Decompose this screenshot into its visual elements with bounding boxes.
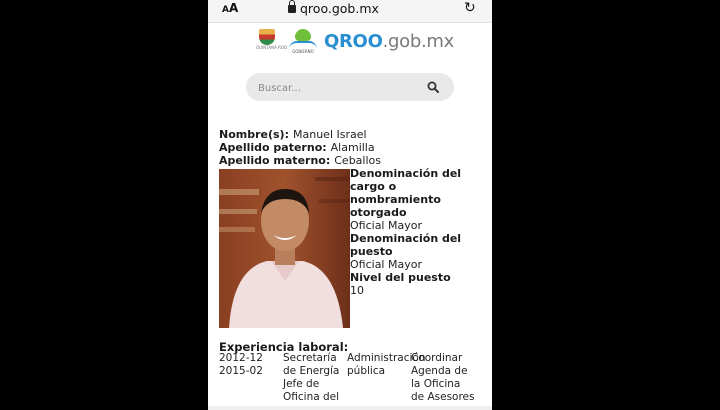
reload-icon[interactable]: ↻ [464,0,476,16]
site-header [208,28,492,58]
role-line-1: Coordinar [411,352,463,364]
nombre-label: Nombre(s): [219,128,289,141]
role-line-4: de Asesores [411,391,475,403]
profile-photo-image [219,169,350,328]
address-field[interactable] [288,1,379,16]
paterno-value: Alamilla [330,141,375,154]
state-seal-logo[interactable] [256,29,288,53]
experience-institution [283,352,339,404]
area-line-1: Administración [347,352,426,364]
search-box[interactable] [246,73,454,101]
lock-icon [288,5,296,13]
nivel-value: 10 [350,284,364,297]
tree-caption: GOBIERNO [292,49,314,54]
search-input[interactable] [256,79,420,97]
position-details [350,167,490,297]
area-line-2: pública [347,365,386,377]
shield-icon [259,29,275,45]
institution-line-1: Secretaría [283,352,337,364]
paterno-label: Apellido paterno: [219,141,327,154]
paterno-row [219,141,375,154]
nombre-row [219,128,367,141]
cargo-label-3: nombramiento [350,193,441,206]
nivel-label: Nivel del puesto [350,271,451,284]
institution-line-2: de Energía [283,365,340,377]
brand-main: QROO [324,31,383,52]
cargo-label-2: cargo o [350,180,397,193]
browser-url-bar[interactable] [208,0,492,23]
date-start: 2012-12 [219,352,263,364]
brand-suffix: .gob.mx [382,31,454,52]
materno-value: Ceballos [334,154,381,167]
phone-screen [208,0,492,410]
arc-decoration [289,41,317,49]
role-line-3: la Oficina [411,378,461,390]
nombre-value: Manuel Israel [293,128,367,141]
experience-dates [219,352,263,378]
text-size-button[interactable]: AA [222,1,239,15]
government-tree-logo[interactable] [288,29,318,53]
profile-photo [219,169,350,328]
tree-icon [295,29,311,41]
search-icon[interactable] [427,81,439,93]
date-end: 2015-02 [219,365,263,377]
experience-role [411,352,475,404]
materno-label: Apellido materno: [219,154,331,167]
experience-heading: Experiencia laboral: [219,340,349,354]
materno-row [219,154,381,167]
institution-line-4: Oficina del [283,391,340,403]
puesto-value: Oficial Mayor [350,258,422,271]
url-text: qroo.gob.mx [300,1,379,16]
cargo-label-4: otorgado [350,206,407,219]
role-line-2: Agenda de [411,365,468,377]
bottom-edge [208,406,492,410]
cargo-label-1: Denominación del [350,167,462,180]
puesto-label-2: puesto [350,245,393,258]
institution-line-3: Jefe de [283,378,320,390]
site-brand-logo[interactable] [324,31,454,52]
seal-caption: QUINTANA ROO [256,45,288,50]
cargo-value: Oficial Mayor [350,219,422,232]
puesto-label-1: Denominación del [350,232,462,245]
